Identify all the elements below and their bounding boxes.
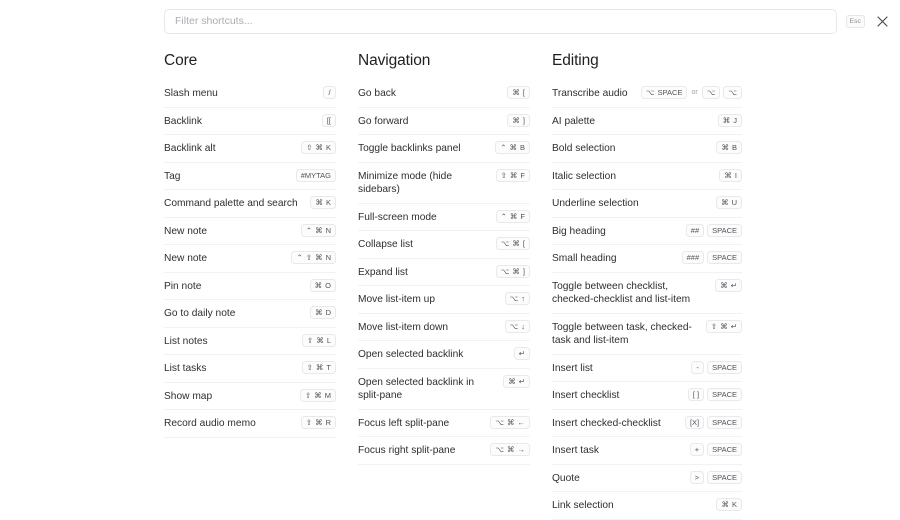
key-symbol: ⌘	[509, 143, 517, 152]
key-badge	[690, 443, 704, 456]
shortcut-keys	[310, 306, 336, 319]
shortcut-label: Focus right split-pane	[358, 445, 456, 456]
shortcut-row	[358, 369, 530, 410]
shortcut-row	[552, 190, 742, 218]
shortcut-label: Link selection	[552, 500, 614, 511]
key-symbol: ###	[686, 253, 700, 262]
shortcut-row	[552, 492, 742, 520]
key-badge	[718, 114, 742, 127]
shortcut-row	[164, 135, 336, 163]
key-symbol: ##	[690, 225, 700, 235]
key-symbol: ⌘	[512, 239, 520, 248]
key-symbol: ⌥	[509, 321, 519, 331]
shortcut-keys	[706, 320, 742, 333]
shortcut-keys	[716, 196, 742, 209]
shortcut-row	[552, 410, 742, 438]
key-symbol: ⌘	[509, 170, 518, 180]
key-symbol: ⌘	[508, 376, 516, 386]
key-badge	[302, 361, 336, 374]
shortcut-row	[552, 80, 742, 108]
shortcut-row	[552, 273, 742, 314]
shortcut-keys	[310, 279, 336, 292]
shortcut-label: Pin note	[164, 280, 202, 292]
shortcut-keys	[302, 334, 336, 347]
close-icon	[877, 16, 888, 27]
shortcut-label: Insert list	[552, 362, 593, 374]
shortcut-columns	[164, 52, 894, 520]
key-symbol: SPACE	[712, 472, 737, 482]
key-symbol: I	[734, 170, 737, 180]
shortcut-row	[358, 437, 530, 465]
shortcut-row	[358, 80, 530, 108]
key-symbol: +	[694, 445, 700, 454]
shortcut-row	[164, 383, 336, 411]
shortcut-label: Underline selection	[552, 198, 639, 209]
shortcut-label: Go to daily note	[164, 308, 236, 319]
shortcut-row	[358, 341, 530, 369]
shortcut-label: List notes	[164, 335, 208, 347]
key-badge	[296, 169, 336, 182]
key-badge	[686, 224, 704, 237]
key-badge	[496, 210, 530, 223]
shortcut-row	[164, 163, 336, 191]
shortcut-label: Open selected backlink in split-pane	[358, 376, 475, 401]
key-symbol: ⌘	[722, 115, 731, 125]
key-symbol: ⇧	[306, 143, 313, 152]
key-symbol: N	[325, 225, 331, 235]
shortcut-row	[552, 245, 742, 273]
key-symbol: J	[733, 115, 737, 125]
key-symbol: SPACE	[712, 362, 737, 372]
shortcut-label: Go back	[358, 88, 396, 99]
key-symbol: ⌘	[720, 280, 728, 290]
shortcut-keys	[323, 86, 336, 99]
key-symbol: K	[325, 198, 331, 207]
key-badge	[707, 361, 742, 374]
shortcut-row	[552, 465, 742, 493]
key-badge	[685, 416, 704, 429]
key-symbol: ⇧	[710, 321, 718, 331]
shortcut-keys	[490, 416, 530, 429]
shortcut-keys	[514, 347, 530, 360]
key-badge	[707, 251, 742, 264]
key-symbol: ↵	[730, 280, 737, 290]
key-symbol: O	[325, 280, 331, 290]
shortcut-row	[164, 300, 336, 328]
key-symbol: ]	[522, 115, 525, 125]
key-symbol: K	[731, 500, 737, 509]
key-symbol: ⌥	[706, 88, 716, 97]
shortcut-row	[552, 437, 742, 465]
shortcut-label: AI palette	[552, 115, 596, 127]
key-symbol: ⇧	[305, 418, 313, 427]
key-symbol: ⇧	[306, 363, 313, 372]
shortcut-keys	[716, 498, 742, 511]
shortcut-label: Command palette and search	[164, 198, 298, 209]
key-badge	[310, 306, 336, 319]
key-symbol: ⌥	[509, 294, 519, 303]
shortcut-column-core	[164, 52, 336, 520]
shortcut-label: Backlink alt	[164, 143, 216, 154]
key-badge	[641, 86, 688, 99]
key-symbol: ⌘	[315, 198, 323, 207]
column-title-editing: Editing	[552, 52, 599, 69]
shortcut-row	[164, 273, 336, 301]
key-symbol: ⌘	[724, 170, 732, 180]
shortcut-label: Insert task	[552, 445, 599, 456]
shortcut-keys	[507, 86, 530, 99]
key-symbol: ⌘	[315, 253, 323, 262]
shortcut-row	[358, 314, 530, 342]
key-symbol: ⌥	[500, 266, 510, 276]
shortcut-label: Expand list	[358, 266, 408, 278]
shortcut-row	[358, 259, 530, 287]
overlay-topbar	[164, 8, 890, 34]
key-symbol: U	[731, 198, 737, 207]
shortcut-keys	[505, 292, 530, 305]
key-symbol: [X]	[689, 417, 700, 427]
key-symbol: R	[325, 418, 331, 427]
key-badge	[716, 196, 742, 209]
shortcut-keys	[503, 375, 530, 388]
shortcut-keys	[682, 251, 742, 264]
key-symbol: SPACE	[657, 88, 683, 97]
shortcut-keys	[719, 169, 742, 182]
key-symbol: M	[324, 390, 331, 400]
key-badge	[323, 86, 336, 99]
key-symbol: [[	[326, 115, 331, 125]
key-symbol: [ ]	[692, 390, 700, 399]
key-symbol: ⌘	[721, 143, 729, 152]
key-symbol: →	[517, 445, 525, 454]
shortcut-row	[358, 108, 530, 136]
key-symbol: ⌥	[500, 239, 510, 248]
shortcut-keys	[716, 141, 742, 154]
shortcut-label: New note	[164, 225, 208, 237]
shortcut-row	[552, 355, 742, 383]
key-symbol: ⌘	[314, 390, 322, 400]
key-symbol: ↵	[518, 349, 525, 358]
key-symbol: ↓	[521, 321, 525, 331]
filter-shortcuts-input[interactable]	[164, 9, 837, 34]
shortcut-row	[358, 204, 530, 232]
key-badge	[322, 114, 336, 127]
shortcut-column-editing	[552, 52, 742, 520]
shortcut-row	[358, 410, 530, 438]
key-badge	[300, 389, 336, 402]
shortcut-keys	[300, 389, 336, 402]
key-symbol: L	[326, 335, 331, 345]
key-badge	[496, 237, 530, 250]
key-badge	[716, 498, 742, 511]
key-symbol: ⇧	[305, 253, 313, 262]
shortcut-row	[358, 135, 530, 163]
shortcut-keys	[496, 210, 530, 223]
key-symbol: K	[325, 143, 331, 152]
shortcut-label: Minimize mode (hide sidebars)	[358, 170, 452, 195]
key-badge	[719, 169, 742, 182]
shortcut-keys	[310, 196, 336, 209]
shortcut-label: Move list-item down	[358, 321, 449, 333]
shortcut-keys	[688, 388, 742, 401]
key-symbol: [	[522, 239, 525, 248]
shortcut-label: Collapse list	[358, 239, 413, 250]
key-symbol: F	[520, 211, 525, 221]
shortcut-label: Insert checked-checklist	[552, 417, 661, 429]
key-badge	[723, 86, 742, 99]
shortcut-keys	[302, 361, 336, 374]
key-symbol: -	[696, 362, 699, 372]
key-badge	[514, 347, 530, 360]
key-symbol: /	[328, 88, 331, 97]
key-symbol: ]	[522, 266, 525, 276]
shortcut-label: Go forward	[358, 115, 409, 127]
shortcut-row	[552, 163, 742, 191]
key-symbol: ←	[517, 417, 525, 427]
key-symbol: ⌥	[645, 88, 655, 97]
key-symbol: ⌥	[495, 445, 504, 454]
shortcut-row	[164, 410, 336, 438]
key-badge	[505, 292, 530, 305]
key-badge	[310, 279, 336, 292]
key-badge	[706, 320, 742, 333]
key-symbol: ⌘	[512, 88, 520, 97]
key-badge	[496, 265, 530, 278]
key-badge	[707, 443, 742, 456]
key-symbol: ⌃	[296, 253, 303, 262]
shortcut-keys	[505, 320, 530, 333]
key-badge	[682, 251, 705, 264]
shortcut-label: Open selected backlink	[358, 349, 464, 360]
shortcut-keys	[507, 114, 530, 127]
key-symbol: >	[694, 472, 700, 482]
key-badge	[496, 169, 530, 182]
key-badge	[688, 388, 704, 401]
key-symbol: ⌘	[512, 266, 520, 276]
key-symbol: ⌘	[316, 335, 324, 345]
shortcut-keys	[715, 279, 742, 292]
key-symbol: SPACE	[712, 390, 737, 399]
shortcut-label: Backlink	[164, 115, 202, 127]
key-symbol: ↵	[730, 321, 737, 331]
shortcut-keys	[322, 114, 336, 127]
key-symbol: ⇧	[304, 390, 312, 400]
key-symbol: ⌘	[314, 280, 323, 290]
key-symbol: ⌘	[315, 143, 323, 152]
shortcut-row	[164, 245, 336, 273]
shortcut-row	[358, 286, 530, 314]
key-symbol: ⌥	[495, 417, 504, 427]
shortcut-label: Small heading	[552, 253, 617, 264]
shortcut-keys	[690, 471, 742, 484]
key-symbol: SPACE	[712, 253, 737, 262]
key-badge	[716, 141, 742, 154]
shortcut-label: Move list-item up	[358, 294, 435, 305]
shortcut-keys	[291, 251, 336, 264]
key-symbol: SPACE	[712, 225, 737, 235]
shortcut-row	[552, 218, 742, 246]
esc-key-badge[interactable]: Esc	[846, 15, 865, 28]
shortcut-row	[552, 314, 742, 355]
key-symbol: ⌘	[721, 500, 729, 509]
shortcut-label: Insert checklist	[552, 390, 620, 401]
key-symbol: ⌘	[509, 211, 518, 221]
key-symbol: ⌃	[500, 143, 507, 152]
shortcut-row	[164, 355, 336, 383]
key-badge	[490, 416, 530, 429]
key-badge	[310, 196, 336, 209]
shortcut-keys	[490, 443, 530, 456]
key-badge	[505, 320, 530, 333]
shortcut-label: Tag	[164, 170, 181, 182]
column-title-navigation: Navigation	[358, 52, 431, 69]
key-badge	[707, 471, 742, 484]
key-badge	[702, 86, 721, 99]
shortcut-row	[164, 328, 336, 356]
key-badge	[707, 388, 742, 401]
shortcut-keys	[496, 237, 530, 250]
key-badge	[302, 334, 336, 347]
shortcut-label: Quote	[552, 472, 580, 484]
keys-separator: or	[691, 89, 698, 96]
key-symbol: ⌘	[512, 115, 520, 125]
shortcut-keys	[301, 141, 336, 154]
key-symbol: ↑	[521, 294, 525, 303]
key-symbol: ⌘	[507, 445, 515, 454]
shortcut-row	[164, 218, 336, 246]
key-symbol: B	[731, 143, 737, 152]
key-badge	[301, 141, 336, 154]
key-symbol: ⌘	[315, 363, 324, 372]
shortcut-label: Slash menu	[164, 88, 218, 99]
key-symbol: D	[325, 308, 331, 317]
key-badge	[291, 251, 336, 264]
key-symbol: ⌘	[507, 417, 515, 427]
shortcut-row	[552, 135, 742, 163]
key-badge	[503, 375, 530, 388]
key-badge	[301, 224, 336, 237]
column-title-core: Core	[164, 52, 198, 69]
shortcut-label: Bold selection	[552, 143, 616, 154]
key-badge	[490, 443, 530, 456]
key-symbol: ⌘	[721, 198, 729, 207]
shortcut-row	[358, 231, 530, 259]
shortcut-keys	[686, 224, 742, 237]
key-symbol: ⌃	[305, 225, 313, 235]
key-badge	[507, 114, 530, 127]
key-badge	[707, 416, 742, 429]
key-badge	[507, 86, 530, 99]
shortcut-label: Toggle between checklist, checked-checklist and list-item	[552, 280, 691, 305]
shortcut-keys	[718, 114, 742, 127]
shortcut-row	[164, 80, 336, 108]
key-symbol: [	[522, 88, 525, 97]
key-symbol: ⌘	[315, 225, 323, 235]
key-badge	[690, 471, 704, 484]
shortcut-label: New note	[164, 253, 208, 264]
shortcut-label: Full-screen mode	[358, 211, 437, 223]
shortcut-row	[552, 382, 742, 410]
key-badge	[301, 416, 336, 429]
shortcut-label: Show map	[164, 390, 213, 402]
shortcut-label: Italic selection	[552, 170, 616, 182]
shortcut-row	[552, 108, 742, 136]
key-symbol: ⌃	[500, 211, 507, 221]
shortcut-keys	[296, 169, 336, 182]
key-symbol: #MYTAG	[300, 170, 331, 180]
key-symbol: ⇧	[500, 170, 507, 180]
close-button[interactable]	[874, 13, 890, 29]
key-symbol: F	[520, 170, 525, 180]
shortcut-label: Big heading	[552, 225, 606, 237]
key-symbol: SPACE	[712, 445, 737, 454]
shortcut-column-navigation	[358, 52, 530, 520]
shortcut-label: List tasks	[164, 363, 207, 374]
shortcut-row	[164, 108, 336, 136]
key-symbol: ⌥	[728, 88, 737, 97]
shortcut-row	[358, 163, 530, 204]
key-badge	[707, 224, 742, 237]
key-symbol: N	[325, 253, 331, 262]
shortcut-keys	[690, 443, 742, 456]
key-symbol: ⇧	[307, 335, 314, 345]
shortcut-label: Toggle backlinks panel	[358, 143, 461, 154]
shortcut-keys	[496, 169, 530, 182]
shortcut-keys	[301, 224, 336, 237]
key-symbol: B	[519, 143, 525, 152]
shortcut-label: Focus left split-pane	[358, 417, 450, 429]
key-badge	[691, 361, 704, 374]
shortcut-keys	[685, 416, 742, 429]
shortcut-row	[164, 190, 336, 218]
shortcut-keys	[641, 86, 742, 99]
key-badge	[715, 279, 742, 292]
key-symbol: ⌘	[315, 418, 323, 427]
shortcut-keys	[496, 265, 530, 278]
shortcut-label: Transcribe audio	[552, 88, 628, 99]
key-symbol: SPACE	[712, 417, 737, 427]
key-symbol: ⌘	[720, 321, 728, 331]
shortcut-keys	[495, 141, 530, 154]
shortcut-label: Toggle between task, checked-task and list-item	[552, 321, 692, 346]
key-symbol: ⌘	[315, 308, 323, 317]
shortcut-label: Record audio memo	[164, 418, 256, 429]
key-badge	[495, 141, 530, 154]
key-symbol: T	[326, 363, 331, 372]
shortcut-keys	[301, 416, 336, 429]
key-symbol: ↵	[518, 376, 525, 386]
shortcut-keys	[691, 361, 742, 374]
